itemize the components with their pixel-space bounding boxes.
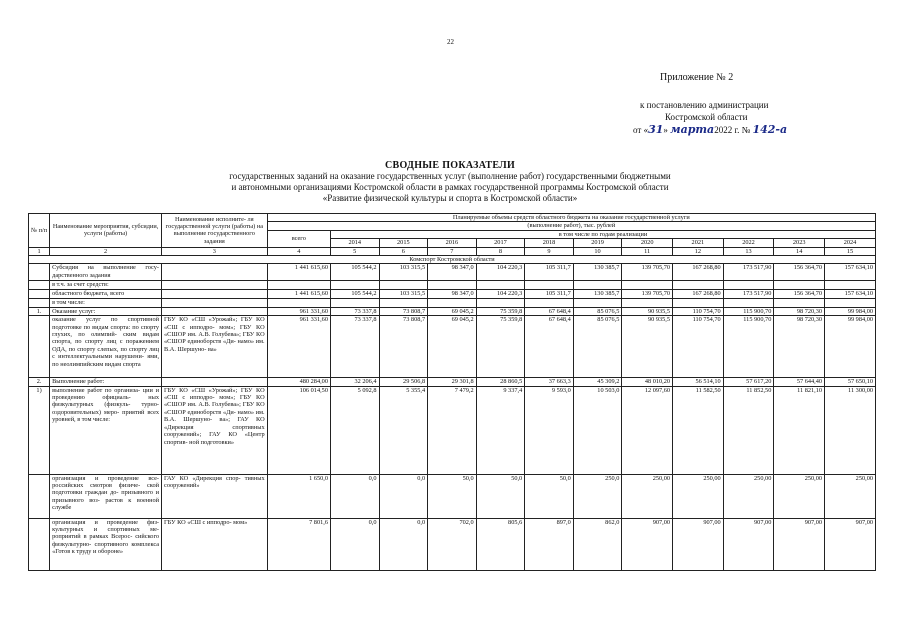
column-number: 3 [162, 247, 268, 255]
row-value: 56 514,10 [673, 378, 724, 386]
row-value: 907,00 [825, 518, 876, 570]
row-value: 907,00 [723, 518, 774, 570]
row-value: 130 385,7 [573, 264, 622, 281]
header-total: всего [267, 230, 330, 247]
row-value: 12 097,60 [622, 386, 673, 474]
column-number: 6 [379, 247, 428, 255]
row-value: 103 315,5 [379, 290, 428, 299]
row-executor: ГБУ КО «СШ «Урожай»; ГБУ КО «СШ с ипподро- мом»; ГБУ КО «СШОР им. А.В. Голубева»; ГБУ КО «СШОР единоборств «Ди- намо» им. В.А. Шершуно- ва» [162, 316, 268, 378]
header-year: 2024 [825, 239, 876, 247]
row-value [379, 281, 428, 290]
row-value [673, 281, 724, 290]
decree-line-2: Костромской области [665, 112, 748, 122]
row-name: Субсидия на выполнение госу- дарственного задания [50, 264, 162, 281]
row-value: 167 268,80 [673, 290, 724, 299]
column-number: 14 [774, 247, 825, 255]
row-number [29, 299, 50, 307]
row-value: 157 634,10 [825, 264, 876, 281]
row-name: выполнение работ по организа- ции и проведению официаль- ных физкультурных (физкуль- турно-оздоровительных) меро- приятий всех уровней, в том числе: [50, 386, 162, 474]
row-value: 104 220,3 [476, 264, 525, 281]
table-row [29, 386, 876, 474]
row-executor [162, 299, 268, 307]
subtitle-line-3: «Развитие физической культуры и спорта в Костромской области» [322, 193, 578, 203]
column-number: 15 [825, 247, 876, 255]
row-value [825, 281, 876, 290]
header-year: 2017 [476, 239, 525, 247]
header-planned-unit: (выполнение работ), тыс. рублей [267, 222, 875, 230]
row-value: 7 801,6 [267, 518, 330, 570]
row-value: 961 331,60 [267, 316, 330, 378]
decree-number-handwritten: 142-а [752, 123, 788, 136]
row-value [774, 281, 825, 290]
column-number: 13 [723, 247, 774, 255]
header-year: 2023 [774, 239, 825, 247]
table-row [29, 264, 876, 281]
document-title: СВОДНЫЕ ПОКАЗАТЕЛИ [384, 160, 516, 171]
row-value [673, 299, 724, 307]
header-year: 2019 [573, 239, 622, 247]
row-name: оказание услуг по спортивной подготовке по видам спорта: по спорту глухих, по олимпий- ским видам спорта, по спорту лиц с поражением ОДА, по спорту слепых, по спорту лиц с интеллектуальными нарушени- ями, по неолимпийским видам спорта [50, 316, 162, 378]
row-value [723, 299, 774, 307]
row-value: 85 076,5 [573, 316, 622, 378]
row-value: 73 808,7 [379, 316, 428, 378]
page-number: 22 [447, 38, 454, 46]
row-value: 907,00 [622, 518, 673, 570]
row-number [29, 264, 50, 281]
row-value: 130 385,7 [573, 290, 622, 299]
row-number: 1) [29, 386, 50, 474]
row-value [825, 299, 876, 307]
row-value: 9 593,0 [525, 386, 574, 474]
row-value: 45 309,2 [573, 378, 622, 386]
row-executor: ГБУ КО «СШ «Урожай»; ГБУ КО «СШ с ипподро- мом»; ГБУ КО «СШОР им. А.В. Голубева»; ГБУ КО «СШОР единоборств «Ди- намо» им. В.А. Шершуно- ва»; ГАУ КО «Дирекция спортивных сооружений»; ГАУ КО «Центр спортив- ной подготовки» [162, 386, 268, 474]
row-name: организация и проведение все- российских смотров физиче- ской подготовки граждан до- призывного и призывного воз- растов к военной службе [50, 474, 162, 518]
row-value [622, 299, 673, 307]
row-value: 167 268,80 [673, 264, 724, 281]
row-value: 9 337,4 [476, 386, 525, 474]
header-executor: Наименование исполните- ля государственной услуги (работы) на выполнение государственного задания [162, 214, 268, 248]
table-row [29, 378, 876, 386]
row-value: 862,0 [573, 518, 622, 570]
column-number: 12 [673, 247, 724, 255]
row-value: 50,0 [428, 474, 477, 518]
table-row [29, 474, 876, 518]
row-value [476, 281, 525, 290]
row-value: 29 301,8 [428, 378, 477, 386]
row-value: 98 347,0 [428, 264, 477, 281]
row-value: 98 720,30 [774, 316, 825, 378]
row-value: 73 337,8 [330, 316, 379, 378]
row-value: 50,0 [476, 474, 525, 518]
row-value: 75 359,8 [476, 316, 525, 378]
row-value: 67 648,4 [525, 307, 574, 315]
row-executor: ГАУ КО «Дирекция спор- тивных сооружений» [162, 474, 268, 518]
row-value: 104 220,3 [476, 290, 525, 299]
row-value: 110 754,70 [673, 316, 724, 378]
row-value: 50,0 [525, 474, 574, 518]
row-value: 0,0 [379, 518, 428, 570]
indicators-table [28, 213, 876, 571]
row-value: 105 544,2 [330, 264, 379, 281]
row-value: 1 441 615,60 [267, 290, 330, 299]
column-numbers-row [29, 247, 876, 255]
row-value: 961 331,60 [267, 307, 330, 315]
row-value [774, 299, 825, 307]
row-value: 105 311,7 [525, 264, 574, 281]
decree-line-1: к постановлению администрации [640, 100, 769, 110]
subtitle-line-1: государственных заданий на оказание государственных услуг (выполнение работ) государственными бюджетными [229, 171, 671, 181]
row-value: 897,0 [525, 518, 574, 570]
row-value: 173 517,90 [723, 264, 774, 281]
row-value: 11 300,00 [825, 386, 876, 474]
row-value: 32 206,4 [330, 378, 379, 386]
row-value [525, 299, 574, 307]
row-value: 0,0 [330, 474, 379, 518]
row-value: 57 644,40 [774, 378, 825, 386]
table-row [29, 518, 876, 570]
subtitle-line-2: и автономными организациями Костромской области в рамках государственной программы Костромской области [231, 182, 669, 192]
table-row [29, 281, 876, 290]
table-row [29, 316, 876, 378]
row-executor: ГБУ КО «СШ с ипподро- мом» [162, 518, 268, 570]
row-value: 115 900,70 [723, 316, 774, 378]
row-value: 157 634,10 [825, 290, 876, 299]
row-value: 57 617,20 [723, 378, 774, 386]
title-block [150, 160, 750, 204]
row-value [723, 281, 774, 290]
row-value: 250,0 [573, 474, 622, 518]
header-year: 2016 [428, 239, 477, 247]
row-value: 250,00 [774, 474, 825, 518]
row-value [573, 281, 622, 290]
row-value: 1 441 615,60 [267, 264, 330, 281]
row-value: 99 984,00 [825, 316, 876, 378]
row-value: 48 010,20 [622, 378, 673, 386]
row-value: 1 650,0 [267, 474, 330, 518]
row-value: 11 821,10 [774, 386, 825, 474]
row-value: 69 045,2 [428, 316, 477, 378]
row-value [428, 299, 477, 307]
row-value: 250,00 [723, 474, 774, 518]
row-value: 5 355,4 [379, 386, 428, 474]
row-number: 1. [29, 307, 50, 315]
row-value [267, 299, 330, 307]
row-value [379, 299, 428, 307]
row-value: 139 705,70 [622, 290, 673, 299]
row-value: 110 754,70 [673, 307, 724, 315]
row-number [29, 290, 50, 299]
row-name: в том числе: [50, 299, 162, 307]
table-row [29, 299, 876, 307]
row-value: 98 347,0 [428, 290, 477, 299]
row-value: 0,0 [330, 518, 379, 570]
row-value: 156 364,70 [774, 290, 825, 299]
row-value: 7 479,2 [428, 386, 477, 474]
row-value [573, 299, 622, 307]
row-value: 156 364,70 [774, 264, 825, 281]
row-value: 10 503,0 [573, 386, 622, 474]
decree-year: 2022 г. № [714, 125, 751, 135]
row-number [29, 281, 50, 290]
column-number: 10 [573, 247, 622, 255]
row-value: 11 582,50 [673, 386, 724, 474]
header-name: Наименование мероприятия, субсидии, услуги (работы) [50, 214, 162, 248]
row-value: 250,00 [673, 474, 724, 518]
section-label: Комспорт Костромской области [29, 256, 876, 264]
row-value: 907,00 [673, 518, 724, 570]
row-value: 29 506,8 [379, 378, 428, 386]
table-row [29, 307, 876, 315]
row-value: 250,00 [825, 474, 876, 518]
row-name: Выполнение работ: [50, 378, 162, 386]
row-value: 73 808,7 [379, 307, 428, 315]
header-year: 2014 [330, 239, 379, 247]
column-number: 7 [428, 247, 477, 255]
header-year: 2021 [673, 239, 724, 247]
decree-day-handwritten: 31 [648, 123, 664, 136]
row-value: 0,0 [379, 474, 428, 518]
row-value: 139 705,70 [622, 264, 673, 281]
decree-line-3 [633, 124, 787, 136]
row-executor [162, 264, 268, 281]
column-number: 2 [50, 247, 162, 255]
row-value: 702,0 [428, 518, 477, 570]
column-number: 4 [267, 247, 330, 255]
row-value: 69 045,2 [428, 307, 477, 315]
row-value: 11 852,50 [723, 386, 774, 474]
row-name: областного бюджета, всего [50, 290, 162, 299]
row-executor [162, 281, 268, 290]
row-executor [162, 307, 268, 315]
row-value: 173 517,90 [723, 290, 774, 299]
column-number: 9 [525, 247, 574, 255]
row-value: 105 544,2 [330, 290, 379, 299]
row-value: 480 284,00 [267, 378, 330, 386]
decree-month-handwritten: марта [670, 123, 715, 136]
row-value: 115 900,70 [723, 307, 774, 315]
header-planned: Планируемые объемы средств областного бюджета на оказание государственной услуги [267, 214, 875, 222]
row-value: 73 337,8 [330, 307, 379, 315]
decree-prefix: от « [633, 125, 649, 135]
header-row-1 [29, 214, 876, 222]
header-year: 2015 [379, 239, 428, 247]
row-number [29, 474, 50, 518]
header-num: № п/п [29, 214, 50, 248]
row-number [29, 518, 50, 570]
row-value: 37 663,3 [525, 378, 574, 386]
decree-mid: » [663, 125, 668, 135]
column-number: 8 [476, 247, 525, 255]
column-number: 1 [29, 247, 50, 255]
row-value: 90 935,5 [622, 307, 673, 315]
row-value: 85 076,5 [573, 307, 622, 315]
column-number: 5 [330, 247, 379, 255]
row-value [428, 281, 477, 290]
row-value: 75 359,8 [476, 307, 525, 315]
header-year: 2018 [525, 239, 574, 247]
section-row [29, 256, 876, 264]
row-value: 98 720,30 [774, 307, 825, 315]
row-name: в т.ч. за счет средств: [50, 281, 162, 290]
row-value [476, 299, 525, 307]
header-by-year: в том числе по годам реализации [330, 230, 875, 238]
row-value: 57 650,10 [825, 378, 876, 386]
row-value: 90 935,5 [622, 316, 673, 378]
appendix-label: Приложение № 2 [660, 72, 734, 83]
row-value [330, 299, 379, 307]
row-value [267, 281, 330, 290]
row-value: 67 648,4 [525, 316, 574, 378]
row-executor [162, 290, 268, 299]
header-year: 2022 [723, 239, 774, 247]
header-year: 2020 [622, 239, 673, 247]
row-value: 103 315,5 [379, 264, 428, 281]
row-value: 907,00 [774, 518, 825, 570]
row-number: 2. [29, 378, 50, 386]
row-value: 105 311,7 [525, 290, 574, 299]
row-value: 28 860,5 [476, 378, 525, 386]
row-value [525, 281, 574, 290]
row-value [330, 281, 379, 290]
row-value [622, 281, 673, 290]
row-value: 99 984,00 [825, 307, 876, 315]
row-value: 106 014,50 [267, 386, 330, 474]
table-row [29, 290, 876, 299]
row-number [29, 316, 50, 378]
row-name: организация и проведение физ- культурных и спортивных ме- роприятий в рамках Всерос- сийского физкультурно- спортивного комплекса «Готов к труду и обороне» [50, 518, 162, 570]
row-value: 250,00 [622, 474, 673, 518]
row-value: 805,6 [476, 518, 525, 570]
column-number: 11 [622, 247, 673, 255]
row-executor [162, 378, 268, 386]
row-value: 5 092,8 [330, 386, 379, 474]
row-name: Оказание услуг: [50, 307, 162, 315]
